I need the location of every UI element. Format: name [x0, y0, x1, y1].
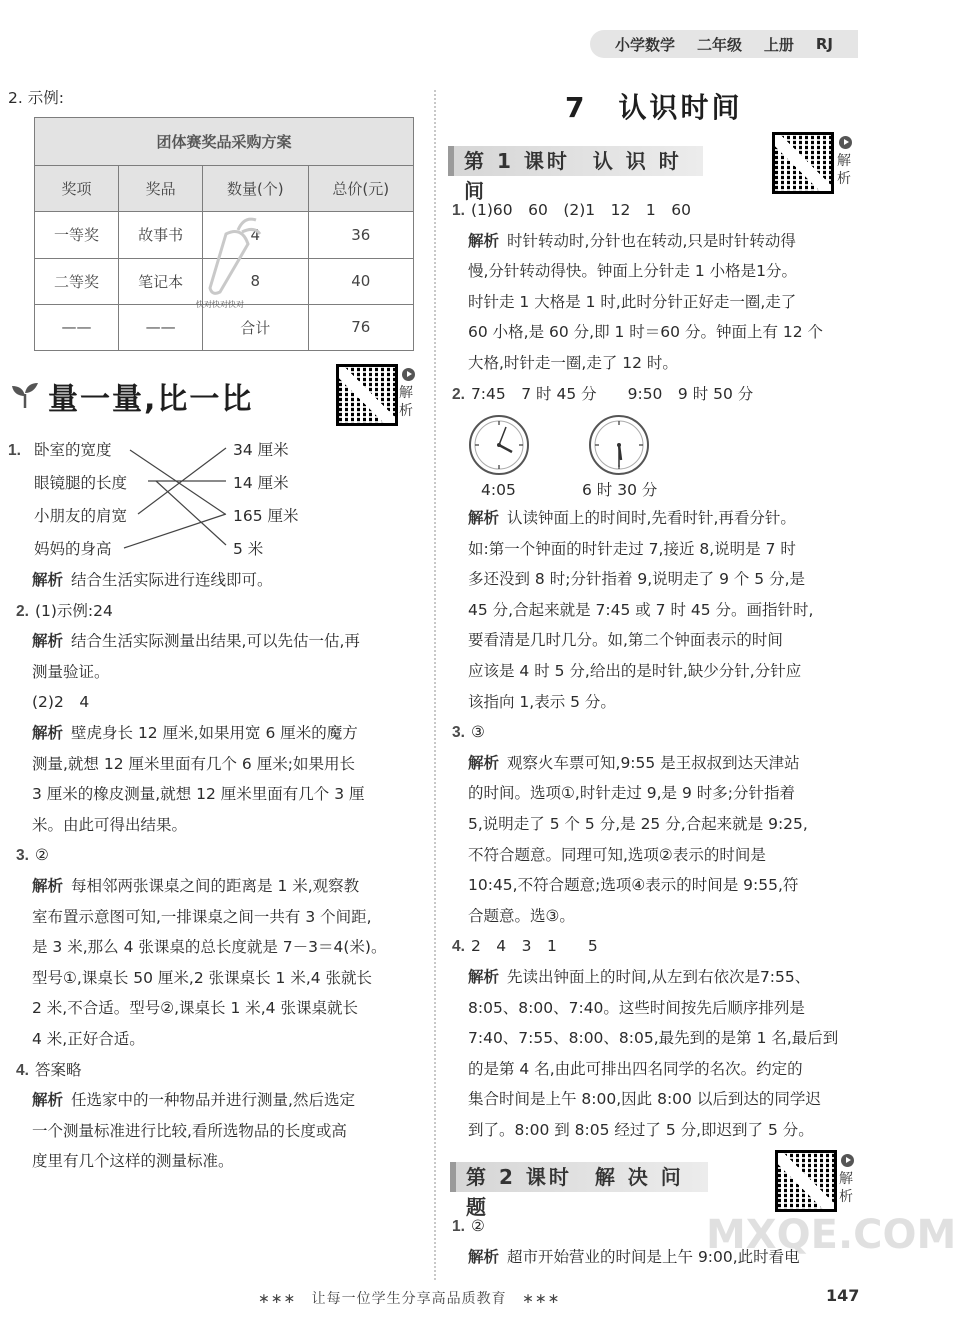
line-text: 的是第 4 名,由此可排出四名同学的名次。约定的	[468, 1059, 803, 1078]
line-text: 2 4 3 1 5	[470, 937, 598, 956]
text-line	[468, 1028, 838, 1048]
question-line	[16, 1060, 81, 1081]
text-line	[468, 875, 798, 895]
qr-label: 解析	[399, 385, 413, 419]
line-text: 多还没到 8 时;分针指着 9,说明走了 9 个 5 分,是	[468, 570, 806, 589]
line-text: 应该是 4 时 5 分,给出的是时针,缺少分针,分针应	[468, 662, 802, 680]
text-line	[32, 937, 386, 957]
text-line	[32, 1029, 145, 1049]
table-cell: 笔记本	[119, 258, 203, 304]
question-line	[452, 936, 598, 957]
line-text: 如:第一个钟面的时针走过 7,接近 8,说明是 7 时	[468, 539, 796, 558]
text-line	[32, 968, 372, 988]
line-text: 7:40、7:55、8:00、8:05,最先到的是第 1 名,最后到	[468, 1029, 839, 1048]
text-line	[468, 692, 616, 712]
analysis-line	[468, 231, 796, 251]
play-icon	[402, 368, 415, 381]
question-number: 4.	[452, 938, 465, 956]
question-line	[16, 601, 113, 622]
line-text: 观察火车票可知,9:55 是王叔叔到达天津站	[507, 753, 800, 772]
table-cell: 故事书	[119, 212, 203, 258]
question-line	[452, 1216, 485, 1237]
line-text: 一个测量标准进行比较,看所选物品的长度或高	[32, 1121, 347, 1140]
page-number: 147	[826, 1286, 860, 1305]
analysis-label: 解析	[468, 1247, 500, 1266]
table-cell: 36	[308, 212, 413, 258]
line-text: 60 小格,是 60 分,即 1 时＝60 分。钟面上有 12 个	[468, 323, 824, 342]
text-line	[468, 906, 575, 926]
text-line	[32, 907, 372, 927]
analysis-line	[32, 570, 273, 590]
text-line	[32, 754, 355, 774]
line-text: 5,说明走了 5 个 5 分,是 25 分,合起来就是 9:25,	[468, 815, 808, 833]
clock-face-icon	[588, 414, 650, 476]
question-line	[452, 384, 753, 405]
analysis-line	[32, 723, 358, 743]
text-line	[32, 1121, 347, 1141]
header-subject: 小学数学	[614, 35, 675, 54]
line-text: 型号①,课桌长 50 厘米,2 张课桌长 1 米,4 张就长	[32, 968, 373, 987]
header-grade: 二年级	[696, 35, 742, 54]
text-line	[32, 662, 110, 682]
line-text: 时针转动时,分针也在转动,只是时针转动得	[507, 231, 796, 250]
analysis-label: 解析	[32, 632, 64, 651]
table-cell: 40	[308, 258, 413, 304]
qr-code-icon[interactable]	[336, 364, 398, 426]
qr-code-icon[interactable]	[775, 1150, 837, 1212]
analysis-label: 解析	[468, 509, 500, 527]
text-line	[32, 784, 365, 804]
qr-label: 解析	[837, 153, 851, 187]
line-text: 认读钟面上的时间时,先看时针,再看分针。	[507, 509, 796, 527]
lesson-title-2: 第 2 课时 解 决 问 题	[450, 1162, 708, 1192]
table-cell: 4	[203, 212, 308, 258]
text-line	[468, 998, 805, 1018]
text-line	[468, 814, 808, 834]
line-text: 度里有几个这样的测量标准。	[32, 1152, 234, 1171]
text-line	[468, 539, 796, 559]
match-right-item: 165 厘米	[233, 507, 299, 525]
line-text: 合题意。选③。	[468, 906, 575, 925]
text-line	[468, 292, 796, 312]
qr-label: 解析	[839, 1171, 853, 1205]
table-cell: ——	[35, 304, 119, 350]
question-number: 1.	[8, 442, 21, 459]
line-text: 要看清是几时几分。如,第二个钟面表示的时间	[468, 631, 783, 650]
table-row	[35, 304, 414, 350]
text-line	[468, 1120, 814, 1140]
line-text: 4 米,正好合适。	[32, 1030, 145, 1048]
line-text: 该指向 1,表示 5 分。	[468, 692, 616, 711]
line-text: 测量,就想 12 厘米里面有几个 6 厘米;如果用长	[32, 754, 355, 773]
question-number: 1.	[452, 202, 465, 219]
line-text: 答案略	[34, 1060, 82, 1079]
text-line	[468, 261, 797, 281]
section-title: 量一量,比一比	[48, 382, 254, 417]
footer-stars: ∗∗∗	[258, 1291, 297, 1307]
analysis-label: 解析	[468, 753, 500, 772]
line-text: 每相邻两张课桌之间的距离是 1 米,观察教	[71, 877, 360, 895]
text-line	[468, 783, 795, 803]
analysis-label: 解析	[32, 571, 64, 589]
text-line	[32, 1151, 234, 1171]
match-right-item: 34 厘米	[233, 441, 289, 459]
question-number: 3.	[452, 724, 465, 742]
watermark: MXQE.COM	[706, 1212, 956, 1258]
text-line	[468, 569, 805, 589]
line-text: 10:45,不符合题意;选项④表示的时间是 9:55,符	[468, 876, 799, 895]
analysis-line	[32, 631, 360, 651]
line-text: 不符合题意。同理可知,选项②表示的时间是	[468, 845, 766, 864]
header-volume: 上册	[763, 35, 794, 54]
line-text: 大格,时针走一圈,走了 12 时。	[468, 354, 678, 372]
analysis-line	[468, 508, 796, 528]
qr-code-icon[interactable]	[772, 132, 834, 194]
kuaidui-stamp	[196, 300, 256, 309]
table-header: 奖品	[119, 166, 203, 212]
text-line	[468, 353, 678, 373]
question-line	[452, 200, 691, 221]
line-text: 任选家中的一种物品并进行测量,然后选定	[71, 1091, 355, 1110]
table-cell: 合计	[203, 304, 308, 350]
text-line	[468, 1089, 821, 1109]
question-number: 1.	[452, 1218, 465, 1235]
line-text: ②	[470, 1217, 485, 1235]
line-text: 8:05、8:00、7:40。这些时间按先后顺序排列是	[468, 998, 805, 1017]
text-line	[32, 998, 358, 1018]
play-icon	[839, 136, 852, 149]
chapter-title: 7 认识时间	[565, 91, 743, 124]
table-cell: ——	[119, 304, 203, 350]
line-text: 结合生活实际进行连线即可。	[71, 571, 273, 589]
clock-label: 4:05	[481, 481, 516, 499]
match-left-item: 卧室的宽度	[34, 441, 112, 459]
lesson-title-1: 第 1 课时 认 识 时 间	[448, 146, 703, 176]
match-right-item: 5 米	[233, 540, 264, 558]
question-number: 2.	[16, 602, 29, 620]
analysis-line	[468, 967, 810, 987]
footer-stars: ∗∗∗	[522, 1291, 561, 1307]
question-number: 3.	[16, 847, 29, 865]
line-text: 超市开始营业的时间是上午 9:00,此时看电	[507, 1247, 800, 1266]
line-text: ②	[34, 846, 49, 865]
analysis-label: 解析	[468, 231, 500, 250]
table-cell: 二等奖	[35, 258, 119, 304]
analysis-label: 解析	[32, 1091, 64, 1110]
question-line	[452, 722, 485, 743]
analysis-label: 解析	[468, 968, 500, 986]
text-line	[468, 630, 783, 650]
stamp-text: 快对快对快对	[196, 300, 244, 309]
text-line	[468, 1059, 803, 1079]
table-header: 数量(个)	[203, 166, 308, 212]
clock-label: 6 时 30 分	[582, 481, 658, 499]
header-tab	[590, 30, 858, 58]
analysis-label: 解析	[32, 724, 64, 742]
line-text: 测量验证。	[32, 662, 110, 681]
sprout-icon	[8, 380, 42, 410]
footer-slogan	[258, 1288, 560, 1308]
text-line	[32, 815, 187, 835]
line-text: 到了。8:00 到 8:05 经过了 5 分,即迟到了 5 分。	[468, 1121, 814, 1139]
line-text: 2 米,不合适。型号②,课桌长 1 米,4 张课桌就长	[32, 999, 358, 1018]
analysis-label: 解析	[32, 877, 64, 895]
text-line	[468, 322, 823, 342]
header-edition: RJ	[815, 35, 834, 53]
text-line	[32, 692, 89, 712]
line-text: 集合时间是上午 8:00,因此 8:00 以后到达的同学迟	[468, 1090, 821, 1109]
analysis-line	[32, 876, 359, 896]
line-text: 室布置示意图可知,一排课桌之间一共有 3 个间距,	[32, 907, 372, 926]
line-text: 时针走 1 大格是 1 时,此时分针正好走一圈,走了	[468, 292, 797, 311]
line-text: 米。由此可得出结果。	[32, 815, 188, 834]
analysis-line	[468, 753, 800, 773]
analysis-line	[32, 1090, 355, 1110]
column-divider	[434, 90, 436, 1280]
table-cell: 76	[308, 304, 413, 350]
text-line	[468, 600, 813, 620]
line-text: 先读出钟面上的时间,从左到右依次是7:55、	[507, 968, 811, 986]
line-text: 结合生活实际测量出结果,可以先估一估,再	[71, 632, 360, 651]
line-text: (1)60 60 (2)1 12 1 60	[470, 201, 691, 219]
matching-lines	[0, 430, 430, 560]
line-text: 是 3 米,那么 4 张课桌的总长度就是 7－3＝4(米)。	[32, 938, 387, 957]
match-left-item: 妈妈的身高	[34, 540, 112, 558]
play-icon	[841, 1154, 854, 1167]
footer-slogan-text: 让每一位学生分享高品质教育	[311, 1291, 507, 1307]
line-text: (1)示例:24	[34, 601, 113, 620]
question-number: 4.	[16, 1061, 29, 1079]
line-text: 45 分,合起来就是 7:45 或 7 时 45 分。画指针时,	[468, 600, 814, 619]
line-text: 慢,分针转动得快。钟面上分针走 1 小格是1分。	[468, 262, 798, 281]
table-header: 奖项	[35, 166, 119, 212]
q2-example-label: 2. 示例:	[8, 89, 64, 107]
match-right-item: 14 厘米	[233, 474, 289, 492]
match-left-item: 小朋友的肩宽	[34, 507, 128, 525]
clock-face-icon	[468, 414, 530, 476]
question-number: 2.	[452, 385, 465, 403]
text-line	[468, 661, 801, 681]
line-text: 壁虎身长 12 厘米,如果用宽 6 厘米的魔方	[71, 724, 358, 742]
line-text: (2)2 4	[32, 693, 90, 712]
table-cell: 一等奖	[35, 212, 119, 258]
line-text: 7:45 7 时 45 分 9:50 9 时 50 分	[470, 384, 754, 403]
question-line	[16, 845, 49, 866]
match-left-item: 眼镜腿的长度	[34, 474, 128, 492]
table-title: 团体赛奖品采购方案	[35, 118, 414, 166]
table-header: 总价(元)	[308, 166, 413, 212]
line-text: 3 厘米的橡皮测量,就想 12 厘米里面有几个 3 厘	[32, 785, 365, 804]
line-text: 的时间。选项①,时针走过 9,是 9 时多;分针指着	[468, 784, 795, 803]
table-cell: 8	[203, 258, 308, 304]
text-line	[468, 845, 766, 865]
line-text: ③	[470, 723, 485, 742]
carrot-mascot-icon	[198, 212, 264, 298]
